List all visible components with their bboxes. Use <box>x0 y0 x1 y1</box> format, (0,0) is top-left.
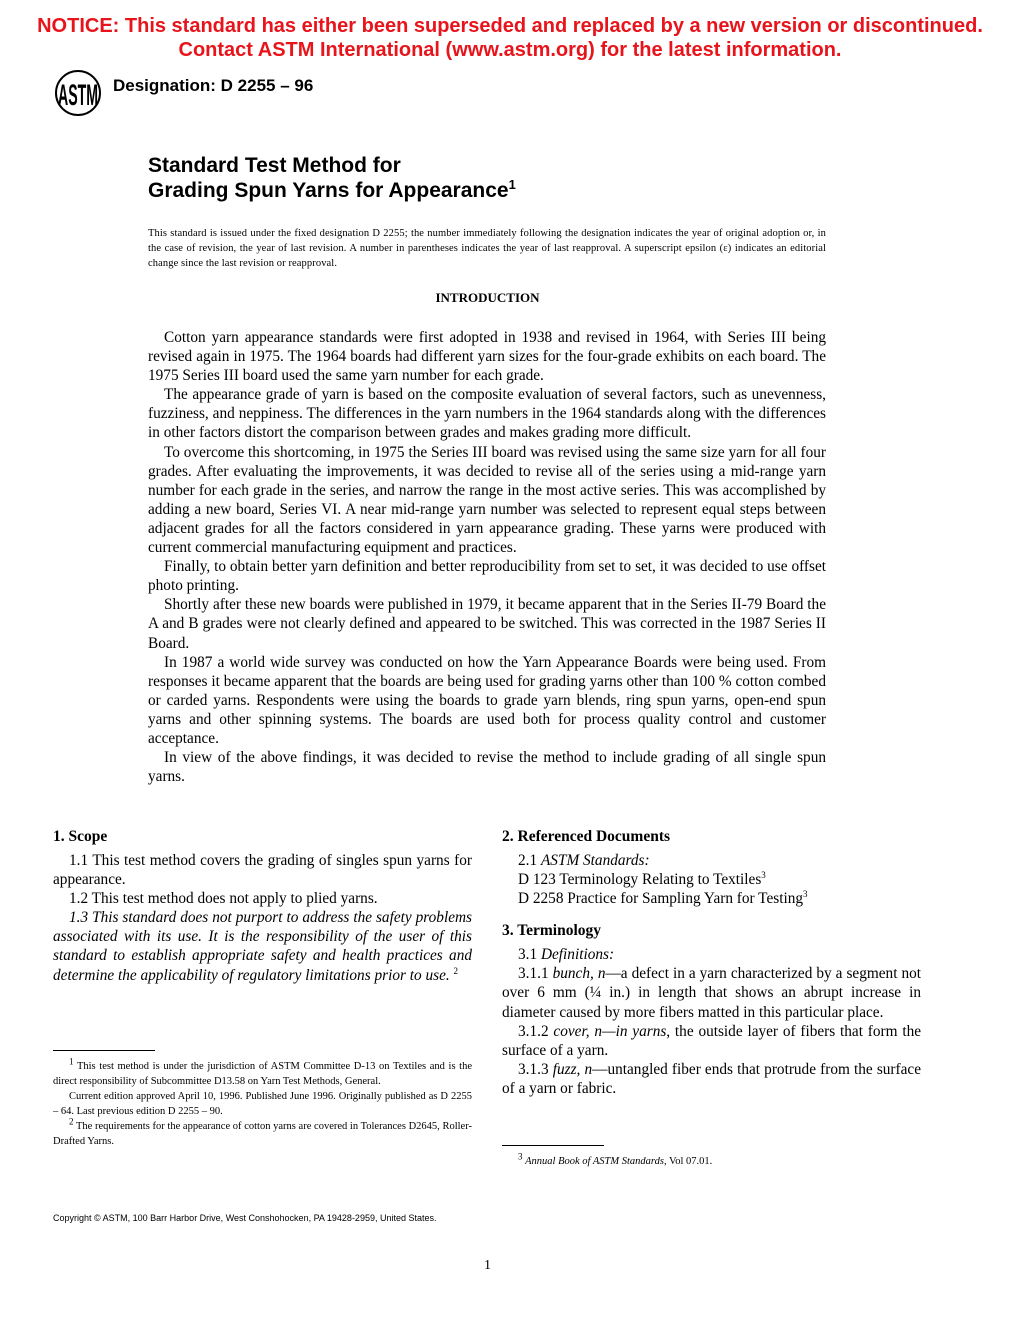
term: cover, n—in yarns <box>553 1022 667 1040</box>
intro-paragraph: Finally, to obtain better yarn definition and better reproducibility from set to set, it was decided to use offset photo printing. <box>148 558 826 595</box>
footnote-number: 3 <box>518 1151 523 1162</box>
footnote-ref: 2 <box>453 965 459 976</box>
section-number: 3.1.1 <box>518 965 549 983</box>
left-column <box>53 827 472 985</box>
subheading-label: Definitions: <box>540 946 615 964</box>
issuance-note: This standard is issued under the fixed designation D 2255; the number immediately following the designation indicates the year of original adoption or, in the case of revision, the year of last revision. A number in parentheses indicates the year of last reapproval. A superscript epsilon (ε) indicates an editorial change since the last revision or reapproval. <box>148 228 826 269</box>
footnote <box>53 1089 472 1119</box>
footnote-ref: 3 <box>761 870 766 880</box>
scope-heading: 1. Scope <box>53 828 108 845</box>
reference-text: D 2258 Practice for Sampling Yarn for Testing <box>518 890 804 908</box>
term: fuzz, n <box>552 1060 593 1078</box>
footnote-divider <box>53 1050 155 1051</box>
footnote-right <box>502 1151 921 1169</box>
astm-logo-icon <box>54 70 102 116</box>
footnotes-left <box>53 1056 473 1149</box>
section-number: 2.1 <box>518 852 538 869</box>
definition-cover <box>502 1022 921 1060</box>
title-footnote-ref: 1 <box>508 177 516 192</box>
term: bunch, n <box>552 965 606 983</box>
reference-item <box>502 889 921 908</box>
intro-paragraph: Shortly after these new boards were published in 1979, it became apparent that in the Series II-79 Board the A and B grades were not clearly defined and appeared to be switched. This was corrected in the 1987 Series II Board. <box>148 596 826 652</box>
definition-text: —a defect in a yarn characterized by a segment not over 6 mm (¼ in.) in length that shows an abrupt increase in diameter caused by more fibers matted in this particular place. <box>502 965 922 1021</box>
footnote-divider <box>502 1145 604 1146</box>
definition-text: —untangled fiber ends that protrude from the surface of a yarn or fabric. <box>502 1060 921 1097</box>
introduction-body <box>148 328 826 786</box>
footnote-text: Current edition approved April 10, 1996. Published June 1996. Originally published as D 2255 – 64. Last previous edition D 2255 – 90. <box>53 1091 472 1117</box>
copyright-line: Copyright © ASTM, 100 Barr Harbor Drive, West Conshohocken, PA 19428-2959, United States. <box>53 1213 437 1223</box>
footnote-text: , Vol 07.01. <box>663 1156 713 1167</box>
intro-paragraph: The appearance grade of yarn is based on the composite evaluation of several factors, such as unevenness, fuzziness, and neppiness. The differences in the yarn numbers in the 1964 standards along with the differences in other factors distort the comparison between grades and makes grading more difficult. <box>148 386 826 442</box>
footnote-number: 1 <box>69 1056 74 1067</box>
title-line-2: Grading Spun Yarns for Appearance <box>148 179 509 202</box>
intro-paragraph: Cotton yarn appearance standards were first adopted in 1938 and revised in 1964, with Series III being revised again in 1975. The 1964 boards had different yarn sizes for the four-grade exhibits on each board. The 1975 Series III board used the same yarn number for each grade. <box>148 329 826 385</box>
scope-1-3 <box>53 908 472 984</box>
footnote <box>53 1116 472 1149</box>
definition-text: , the outside layer of fibers that form the surface of a yarn. <box>502 1022 922 1059</box>
footnote-text: This test method is under the jurisdiction of ASTM Committee D-13 on Textiles and is the direct responsibility of Subcommittee D13.58 on Yarn Test Methods, General. <box>53 1061 473 1087</box>
scope-1-1: 1.1 This test method covers the grading of singles spun yarns for appearance. <box>53 852 472 889</box>
page-number: 1 <box>484 1258 491 1273</box>
reference-text: D 123 Terminology Relating to Textiles <box>518 871 762 889</box>
astm-standards-subheading <box>502 851 921 870</box>
footnote-number: 2 <box>69 1116 74 1127</box>
safety-caveat: 1.3 This standard does not purport to address the safety problems associated with its use. It is the responsibility of the user of this standard to establish appropriate safety and health practices and determine the applicability of regulatory limitations prior to use. <box>53 909 472 984</box>
scope-1-2: 1.2 This test method does not apply to plied yarns. <box>69 890 378 908</box>
designation: Designation: D 2255 – 96 <box>113 76 314 95</box>
definition-fuzz <box>502 1060 921 1098</box>
section-number: 3.1 <box>518 946 538 964</box>
intro-paragraph: In 1987 a world wide survey was conducted on how the Yarn Appearance Boards were being used. From responses it became apparent that the boards are being used for grading yarns other than 100 % cotton combed or carded yarns. Respondents were using the boards to grade yarn blends, ring spun yarns, open-end spun yarns and other spinning systems. The boards are used both for process quality control and customer acceptance. <box>148 653 826 747</box>
notice-line-1: NOTICE: This standard has either been superseded and replaced by a new version or discontinued. <box>37 15 983 37</box>
footnote-italic: Annual Book of ASTM Standards <box>525 1156 664 1167</box>
introduction-heading: INTRODUCTION <box>435 290 540 305</box>
intro-paragraph: In view of the above findings, it was decided to revise the method to include grading of all single spun yarns. <box>148 749 826 786</box>
reference-item <box>502 870 921 889</box>
intro-paragraph: To overcome this shortcoming, in 1975 the Series III board was revised using the same size yarn for all four grades. After evaluating the improvements, it was decided to revise all of the series using a mid-range yarn number for each grade in the series, and narrow the range in the most active series. This was accomplished by adding a new board, Series VI. A near mid-range yarn number was selected to represent equal steps between adjacent grades for all the factors considered in yarn appearance grading. These yarns were produced with current commercial manufacturing equipment and practices. <box>148 443 826 557</box>
title-line-1: Standard Test Method for <box>148 154 401 177</box>
supersession-notice <box>0 14 1020 62</box>
right-column <box>502 827 921 1098</box>
footnote-text: The requirements for the appearance of cotton yarns are covered in Tolerances D2645, Roller-Drafted Yarns. <box>53 1121 472 1147</box>
svg-text:ASTM: ASTM <box>58 79 98 112</box>
definition-bunch <box>502 964 921 1021</box>
footnote <box>502 1151 921 1169</box>
subheading-label: ASTM Standards: <box>540 852 650 869</box>
definitions-subheading <box>502 945 921 964</box>
footnote-ref: 3 <box>803 889 808 900</box>
section-number: 3.1.3 <box>518 1060 549 1078</box>
notice-line-2: Contact ASTM International (www.astm.org) for the latest information. <box>178 39 842 61</box>
section-number: 3.1.2 <box>518 1022 549 1040</box>
document-title <box>148 153 516 203</box>
terminology-heading: 3. Terminology <box>502 922 602 940</box>
referenced-documents-heading: 2. Referenced Documents <box>502 828 671 845</box>
footnote <box>53 1056 473 1089</box>
